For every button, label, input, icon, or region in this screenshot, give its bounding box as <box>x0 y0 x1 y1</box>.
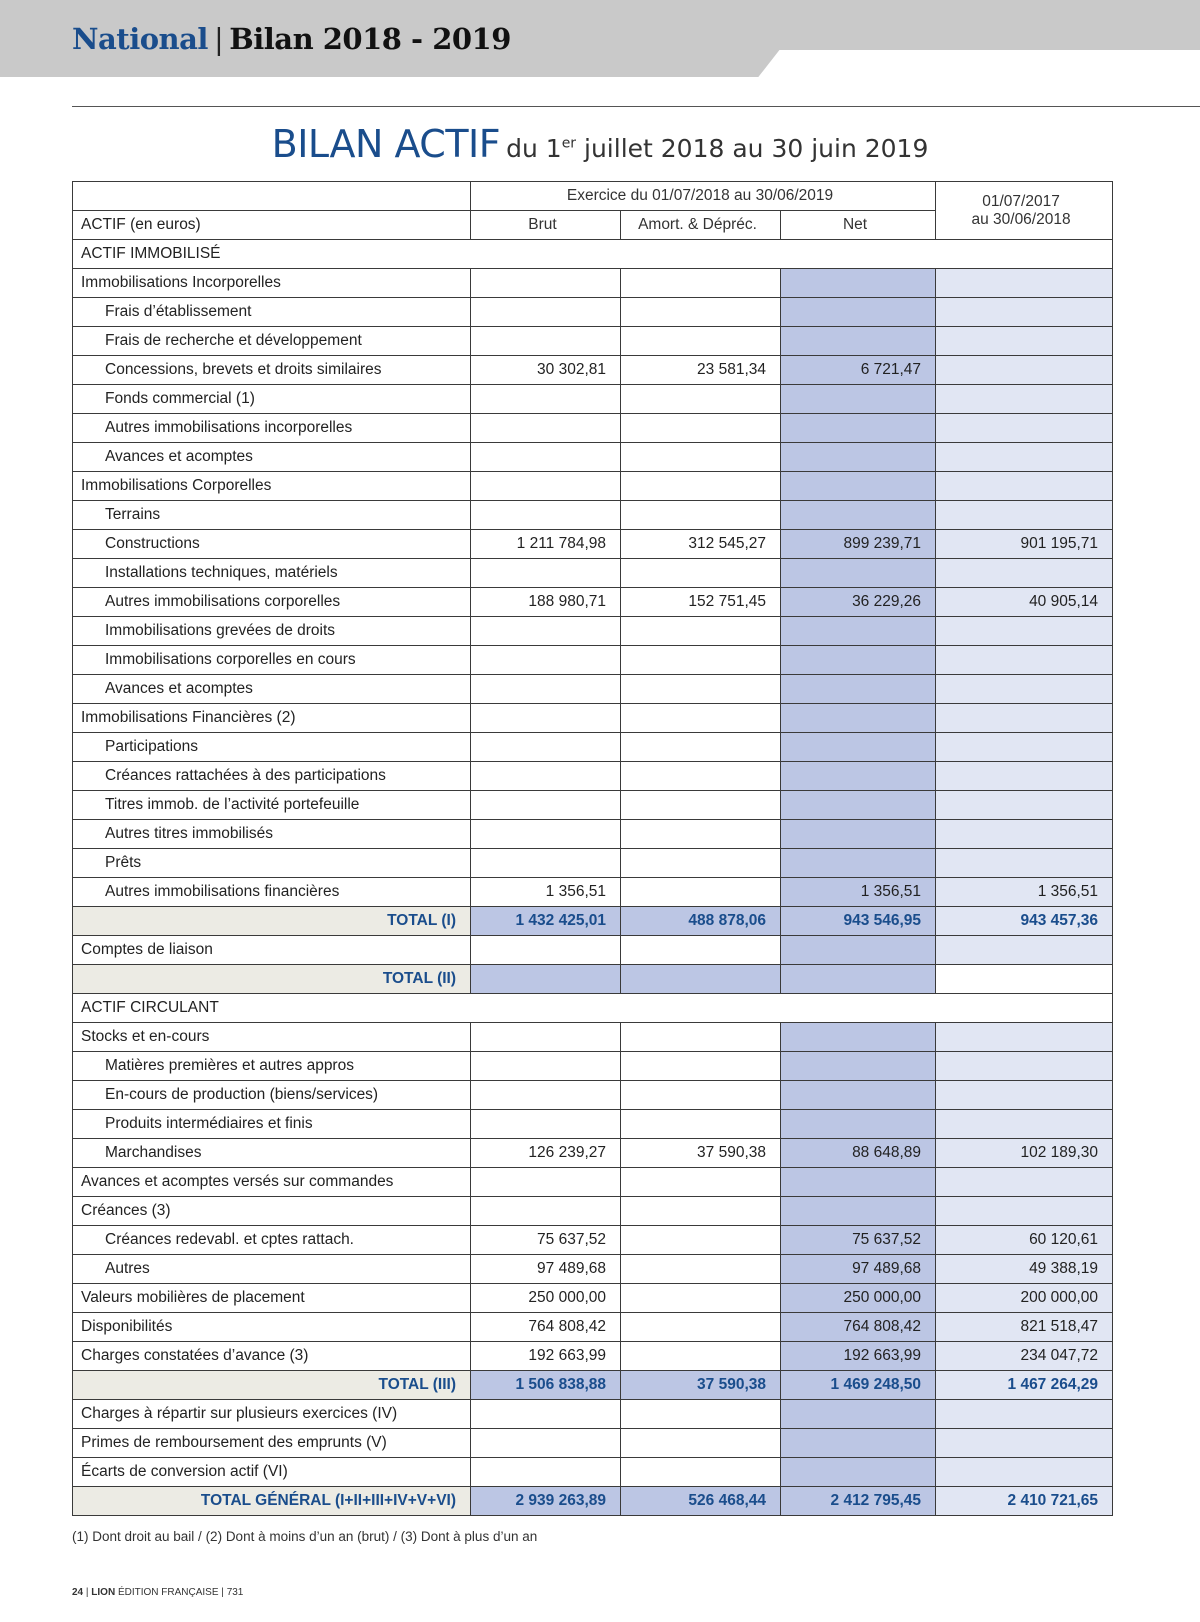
table-row <box>73 327 1113 356</box>
cell-net <box>781 704 936 733</box>
cell-amort <box>621 501 781 530</box>
cell-amort <box>621 646 781 675</box>
section-label: ACTIF CIRCULANT <box>73 994 1113 1023</box>
cell-brut: 126 239,27 <box>471 1139 621 1168</box>
cell-previous: 49 388,19 <box>936 1255 1113 1284</box>
cell-brut: 1 356,51 <box>471 878 621 907</box>
cell-amort <box>621 762 781 791</box>
page-title <box>0 122 1200 166</box>
table-row <box>73 704 1113 733</box>
cell-amort <box>621 327 781 356</box>
total-row <box>73 907 1113 936</box>
cell-brut: 250 000,00 <box>471 1284 621 1313</box>
row-label: Installations techniques, matériels <box>73 559 471 588</box>
previous-period-header <box>936 182 1113 240</box>
cell-amort <box>621 878 781 907</box>
cell-brut <box>471 1458 621 1487</box>
table-row <box>73 1197 1113 1226</box>
balance-sheet-table <box>72 181 1113 1516</box>
cell-brut <box>471 1168 621 1197</box>
cell-amort <box>621 675 781 704</box>
cell-brut: 188 980,71 <box>471 588 621 617</box>
cell-brut: 192 663,99 <box>471 1342 621 1371</box>
cell-brut <box>471 762 621 791</box>
cell-previous <box>936 1052 1113 1081</box>
section-row <box>73 994 1113 1023</box>
cell-previous <box>936 269 1113 298</box>
cell-previous <box>936 1168 1113 1197</box>
total-row <box>73 1487 1113 1516</box>
table-row <box>73 936 1113 965</box>
cell-net <box>781 1052 936 1081</box>
cell-previous <box>936 1458 1113 1487</box>
cell-previous <box>936 1081 1113 1110</box>
footer-edition: ÉDITION FRANÇAISE <box>115 1587 219 1598</box>
table-header-row-1 <box>73 182 1113 211</box>
cell-amort <box>621 1110 781 1139</box>
cell-brut <box>471 820 621 849</box>
cell-net: 250 000,00 <box>781 1284 936 1313</box>
table-row <box>73 1342 1113 1371</box>
cell-net <box>781 1400 936 1429</box>
cell-amort <box>621 849 781 878</box>
total-previous <box>936 965 1113 994</box>
row-label: Primes de remboursement des emprunts (V) <box>73 1429 471 1458</box>
cell-previous <box>936 1023 1113 1052</box>
row-label: Valeurs mobilières de placement <box>73 1284 471 1313</box>
cell-previous: 821 518,47 <box>936 1313 1113 1342</box>
cell-amort <box>621 1284 781 1313</box>
cell-net <box>781 646 936 675</box>
cell-net <box>781 269 936 298</box>
cell-amort <box>621 1197 781 1226</box>
cell-net <box>781 559 936 588</box>
table-row <box>73 269 1113 298</box>
cell-amort <box>621 704 781 733</box>
total-brut: 1 506 838,88 <box>471 1371 621 1400</box>
row-label: Matières premières et autres appros <box>73 1052 471 1081</box>
row-label: Prêts <box>73 849 471 878</box>
cell-previous <box>936 936 1113 965</box>
row-label: Autres immobilisations incorporelles <box>73 414 471 443</box>
row-label: Frais d’établissement <box>73 298 471 327</box>
total-row <box>73 1371 1113 1400</box>
brut-column-header: Brut <box>471 211 621 240</box>
cell-amort <box>621 733 781 762</box>
cell-brut <box>471 1052 621 1081</box>
page-footer <box>72 1587 243 1598</box>
total-label: TOTAL (II) <box>73 965 471 994</box>
table-row <box>73 791 1113 820</box>
cell-net <box>781 791 936 820</box>
cell-amort <box>621 1052 781 1081</box>
row-label: Avances et acomptes <box>73 675 471 704</box>
cell-net <box>781 501 936 530</box>
row-label: Avances et acomptes <box>73 443 471 472</box>
cell-brut <box>471 704 621 733</box>
cell-amort <box>621 1023 781 1052</box>
cell-net <box>781 472 936 501</box>
total-net: 943 546,95 <box>781 907 936 936</box>
cell-previous <box>936 1197 1113 1226</box>
table-row <box>73 675 1113 704</box>
table-row <box>73 356 1113 385</box>
table-row <box>73 762 1113 791</box>
cell-net: 899 239,71 <box>781 530 936 559</box>
table-row <box>73 878 1113 907</box>
table-row <box>73 1023 1113 1052</box>
header-notch <box>756 50 1200 80</box>
cell-net <box>781 1197 936 1226</box>
cell-brut <box>471 327 621 356</box>
cell-brut <box>471 414 621 443</box>
cell-amort <box>621 1342 781 1371</box>
footnote: (1) Dont droit au bail / (2) Dont à moins d’un an (brut) / (3) Dont à plus d’un an <box>72 1529 538 1544</box>
page-title-sup: er <box>561 135 577 152</box>
cell-brut: 764 808,42 <box>471 1313 621 1342</box>
table-row <box>73 530 1113 559</box>
cell-net <box>781 1110 936 1139</box>
table-row <box>73 1168 1113 1197</box>
row-label: Fonds commercial (1) <box>73 385 471 414</box>
table-row <box>73 1458 1113 1487</box>
row-label: En-cours de production (biens/services) <box>73 1081 471 1110</box>
amort-column-header: Amort. & Dépréc. <box>621 211 781 240</box>
row-label: Immobilisations Corporelles <box>73 472 471 501</box>
cell-previous <box>936 472 1113 501</box>
table-row <box>73 1429 1113 1458</box>
row-label: Immobilisations Financières (2) <box>73 704 471 733</box>
footer-issue: 731 <box>226 1587 244 1598</box>
header-rule <box>72 106 1200 107</box>
page-title-sub-after: juillet 2018 au 30 juin 2019 <box>576 134 929 163</box>
total-amort: 37 590,38 <box>621 1371 781 1400</box>
cell-previous: 40 905,14 <box>936 588 1113 617</box>
cell-previous: 102 189,30 <box>936 1139 1113 1168</box>
cell-net <box>781 1429 936 1458</box>
table-row <box>73 733 1113 762</box>
cell-previous: 60 120,61 <box>936 1226 1113 1255</box>
cell-net: 6 721,47 <box>781 356 936 385</box>
cell-amort: 152 751,45 <box>621 588 781 617</box>
row-label: Immobilisations grevées de droits <box>73 617 471 646</box>
cell-amort: 312 545,27 <box>621 530 781 559</box>
cell-amort <box>621 1081 781 1110</box>
cell-net <box>781 1458 936 1487</box>
cell-previous: 901 195,71 <box>936 530 1113 559</box>
row-label: Produits intermédiaires et finis <box>73 1110 471 1139</box>
cell-amort <box>621 1400 781 1429</box>
cell-net <box>781 1168 936 1197</box>
cell-brut <box>471 269 621 298</box>
cell-previous: 200 000,00 <box>936 1284 1113 1313</box>
row-label: Autres titres immobilisés <box>73 820 471 849</box>
cell-net <box>781 675 936 704</box>
cell-previous <box>936 1400 1113 1429</box>
table-row <box>73 1052 1113 1081</box>
cell-previous <box>936 298 1113 327</box>
cell-previous <box>936 501 1113 530</box>
cell-net <box>781 617 936 646</box>
cell-amort <box>621 443 781 472</box>
cell-amort <box>621 414 781 443</box>
row-label: Charges à répartir sur plusieurs exercices (IV) <box>73 1400 471 1429</box>
cell-amort <box>621 936 781 965</box>
cell-brut <box>471 791 621 820</box>
cell-net <box>781 298 936 327</box>
row-label: Créances (3) <box>73 1197 471 1226</box>
cell-brut: 97 489,68 <box>471 1255 621 1284</box>
cell-previous: 1 356,51 <box>936 878 1113 907</box>
cell-amort <box>621 1429 781 1458</box>
table-row <box>73 385 1113 414</box>
table-row <box>73 501 1113 530</box>
cell-previous <box>936 733 1113 762</box>
row-label: Frais de recherche et développement <box>73 327 471 356</box>
total-net: 1 469 248,50 <box>781 1371 936 1400</box>
cell-net <box>781 443 936 472</box>
row-label: Comptes de liaison <box>73 936 471 965</box>
cell-brut <box>471 617 621 646</box>
cell-brut <box>471 501 621 530</box>
cell-amort: 23 581,34 <box>621 356 781 385</box>
total-previous: 2 410 721,65 <box>936 1487 1113 1516</box>
cell-net <box>781 1023 936 1052</box>
table-row <box>73 298 1113 327</box>
cell-brut <box>471 298 621 327</box>
total-previous: 943 457,36 <box>936 907 1113 936</box>
cell-amort <box>621 617 781 646</box>
cell-previous <box>936 646 1113 675</box>
total-brut <box>471 965 621 994</box>
cell-previous <box>936 820 1113 849</box>
header-section: National <box>72 22 208 56</box>
cell-brut: 1 211 784,98 <box>471 530 621 559</box>
cell-brut: 30 302,81 <box>471 356 621 385</box>
footer-sep-1: | <box>83 1587 92 1598</box>
cell-previous <box>936 327 1113 356</box>
table-row <box>73 646 1113 675</box>
running-header <box>72 22 511 56</box>
cell-previous: 234 047,72 <box>936 1342 1113 1371</box>
cell-net <box>781 820 936 849</box>
section-row <box>73 240 1113 269</box>
cell-previous <box>936 385 1113 414</box>
cell-amort <box>621 1255 781 1284</box>
cell-previous <box>936 443 1113 472</box>
total-amort: 526 468,44 <box>621 1487 781 1516</box>
cell-brut: 75 637,52 <box>471 1226 621 1255</box>
row-label: Constructions <box>73 530 471 559</box>
table-row <box>73 1139 1113 1168</box>
cell-amort <box>621 791 781 820</box>
row-label: Immobilisations Incorporelles <box>73 269 471 298</box>
cell-amort <box>621 385 781 414</box>
table-row <box>73 443 1113 472</box>
cell-amort <box>621 298 781 327</box>
cell-brut <box>471 1110 621 1139</box>
cell-net <box>781 936 936 965</box>
net-column-header: Net <box>781 211 936 240</box>
table-row <box>73 1226 1113 1255</box>
cell-previous <box>936 762 1113 791</box>
row-label: Autres <box>73 1255 471 1284</box>
row-label: Charges constatées d’avance (3) <box>73 1342 471 1371</box>
total-row <box>73 965 1113 994</box>
cell-net: 192 663,99 <box>781 1342 936 1371</box>
cell-net <box>781 414 936 443</box>
row-label: Créances rattachées à des participations <box>73 762 471 791</box>
cell-previous <box>936 675 1113 704</box>
cell-net: 75 637,52 <box>781 1226 936 1255</box>
cell-brut <box>471 559 621 588</box>
table-row <box>73 1110 1113 1139</box>
total-label: TOTAL GÉNÉRAL (I+II+III+IV+V+VI) <box>73 1487 471 1516</box>
row-label: Créances redevabl. et cptes rattach. <box>73 1226 471 1255</box>
cell-brut <box>471 472 621 501</box>
table-row <box>73 414 1113 443</box>
cell-previous <box>936 704 1113 733</box>
table-row <box>73 1284 1113 1313</box>
table-row <box>73 588 1113 617</box>
cell-brut <box>471 849 621 878</box>
page-title-main: BILAN ACTIF <box>271 122 501 166</box>
table-row <box>73 820 1113 849</box>
cell-brut <box>471 646 621 675</box>
exercise-header: Exercice du 01/07/2018 au 30/06/2019 <box>471 182 936 211</box>
cell-net <box>781 733 936 762</box>
row-label: Avances et acomptes versés sur commandes <box>73 1168 471 1197</box>
cell-net <box>781 327 936 356</box>
header-separator: | <box>213 22 224 56</box>
row-label: Terrains <box>73 501 471 530</box>
label-column-header: ACTIF (en euros) <box>73 211 471 240</box>
cell-previous <box>936 849 1113 878</box>
table-row <box>73 849 1113 878</box>
cell-amort <box>621 1168 781 1197</box>
row-label: Écarts de conversion actif (VI) <box>73 1458 471 1487</box>
cell-amort <box>621 559 781 588</box>
cell-brut <box>471 385 621 414</box>
total-net <box>781 965 936 994</box>
table-row <box>73 1313 1113 1342</box>
cell-amort <box>621 1226 781 1255</box>
cell-previous <box>936 791 1113 820</box>
cell-previous <box>936 1429 1113 1458</box>
cell-brut <box>471 1429 621 1458</box>
cell-brut <box>471 443 621 472</box>
table-row <box>73 559 1113 588</box>
row-label: Marchandises <box>73 1139 471 1168</box>
cell-net: 764 808,42 <box>781 1313 936 1342</box>
row-label: Participations <box>73 733 471 762</box>
cell-previous <box>936 559 1113 588</box>
table-body <box>73 240 1113 1516</box>
previous-period-header-line2: au 30/06/2018 <box>971 210 1071 228</box>
cell-amort <box>621 269 781 298</box>
cell-amort <box>621 1313 781 1342</box>
table-row <box>73 1400 1113 1429</box>
cell-net <box>781 385 936 414</box>
table-row <box>73 1255 1113 1284</box>
total-brut: 2 939 263,89 <box>471 1487 621 1516</box>
row-label: Concessions, brevets et droits similaires <box>73 356 471 385</box>
cell-net <box>781 1081 936 1110</box>
row-label: Autres immobilisations corporelles <box>73 588 471 617</box>
row-label: Stocks et en-cours <box>73 1023 471 1052</box>
cell-net: 88 648,89 <box>781 1139 936 1168</box>
row-label: Immobilisations corporelles en cours <box>73 646 471 675</box>
cell-brut <box>471 1400 621 1429</box>
total-amort <box>621 965 781 994</box>
row-label: Disponibilités <box>73 1313 471 1342</box>
footer-sep-2: | <box>218 1587 227 1598</box>
footer-brand: LION <box>91 1587 116 1598</box>
total-net: 2 412 795,45 <box>781 1487 936 1516</box>
cell-brut <box>471 1197 621 1226</box>
cell-previous <box>936 356 1113 385</box>
total-brut: 1 432 425,01 <box>471 907 621 936</box>
row-label: Titres immob. de l’activité portefeuille <box>73 791 471 820</box>
table-row <box>73 1081 1113 1110</box>
cell-net <box>781 762 936 791</box>
table-row <box>73 472 1113 501</box>
total-amort: 488 878,06 <box>621 907 781 936</box>
cell-amort <box>621 472 781 501</box>
cell-brut <box>471 675 621 704</box>
page-title-sub-before: du 1 <box>506 134 562 163</box>
cell-brut <box>471 1023 621 1052</box>
header-blank-cell <box>73 182 471 211</box>
page-title-sub <box>506 134 928 163</box>
cell-previous <box>936 1110 1113 1139</box>
cell-net <box>781 849 936 878</box>
total-label: TOTAL (III) <box>73 1371 471 1400</box>
cell-brut <box>471 1081 621 1110</box>
total-label: TOTAL (I) <box>73 907 471 936</box>
footer-page-number: 24 <box>72 1587 84 1598</box>
table-row <box>73 617 1113 646</box>
section-label: ACTIF IMMOBILISÉ <box>73 240 1113 269</box>
cell-brut <box>471 936 621 965</box>
cell-previous <box>936 414 1113 443</box>
cell-amort <box>621 820 781 849</box>
cell-brut <box>471 733 621 762</box>
previous-period-header-line1: 01/07/2017 <box>982 192 1060 210</box>
row-label: Autres immobilisations financières <box>73 878 471 907</box>
cell-net: 1 356,51 <box>781 878 936 907</box>
cell-amort: 37 590,38 <box>621 1139 781 1168</box>
cell-net: 97 489,68 <box>781 1255 936 1284</box>
cell-net: 36 229,26 <box>781 588 936 617</box>
cell-amort <box>621 1458 781 1487</box>
cell-previous <box>936 617 1113 646</box>
total-previous: 1 467 264,29 <box>936 1371 1113 1400</box>
header-title: Bilan 2018 - 2019 <box>229 22 511 56</box>
